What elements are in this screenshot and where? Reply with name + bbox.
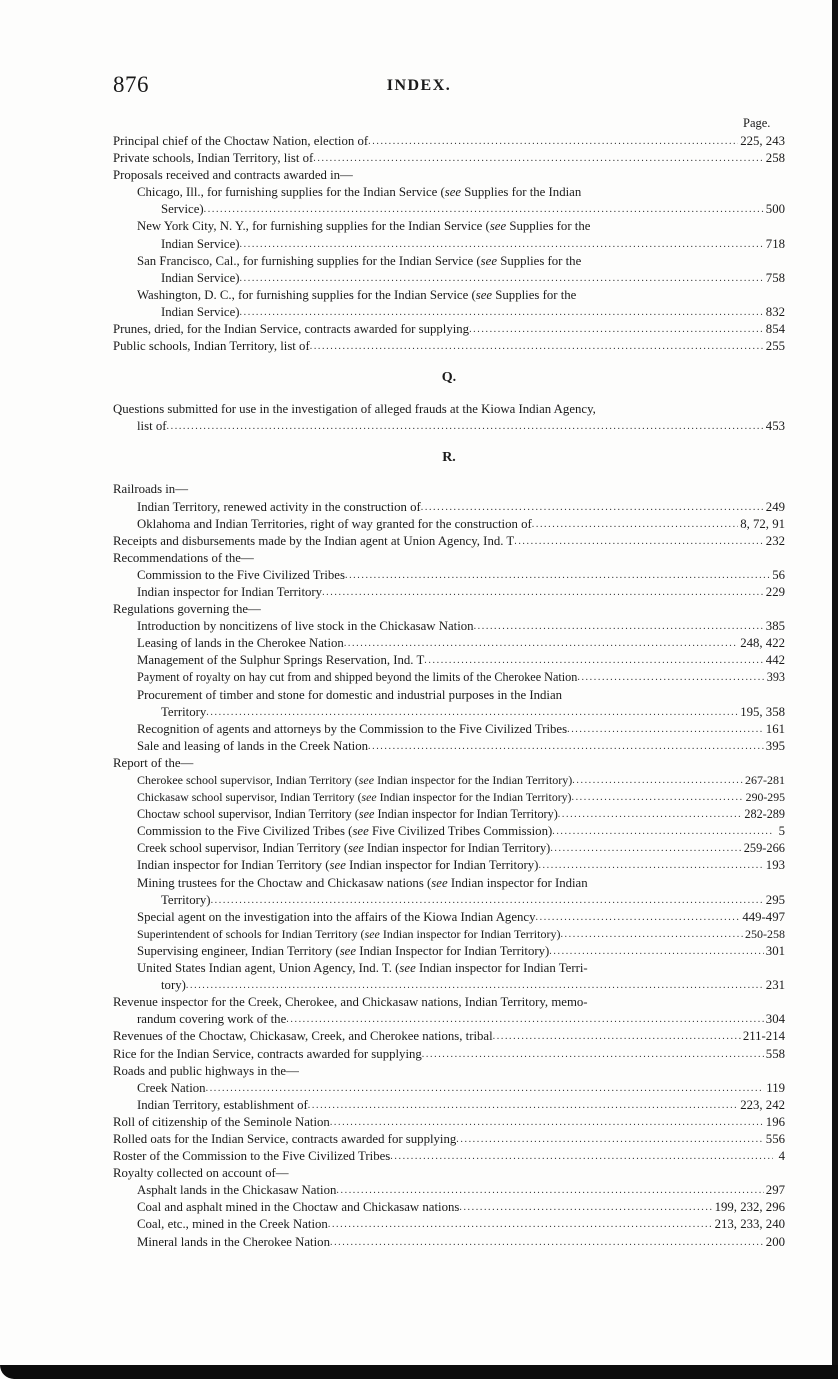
- page-bottom-edge: [0, 1365, 838, 1379]
- index-subentry: Payment of royalty on hay cut from and shipped beyond the limits of the Cherokee Nation ..... 393: [113, 669, 785, 686]
- index-heading: Railroads in—: [113, 482, 188, 497]
- page-edge-shadow: [832, 0, 838, 1379]
- index-heading: Proposals received and contracts awarded in—: [113, 168, 353, 183]
- index-subentry: Indian Service) ..... 758: [113, 270, 785, 287]
- index-subentry: Oklahoma and Indian Territories, right of way granted for the construction of ..... 8, 72, 91: [113, 516, 785, 533]
- index-subentry: Indian Service) ..... 718: [113, 236, 785, 253]
- index-subentry: Creek school supervisor, Indian Territory (see Indian inspector for Indian Territory) ..... 259-266: [113, 840, 785, 857]
- index-subentry: Introduction by noncitizens of live stock in the Chickasaw Nation ..... 385: [113, 618, 785, 635]
- index-subentry: Chickasaw school supervisor, Indian Territory (see Indian inspector for the Indian Territory) ..... 290-295: [113, 789, 785, 806]
- page-column-label: Page.: [743, 116, 771, 130]
- index-subentry: Mineral lands in the Cherokee Nation ..... 200: [113, 1234, 785, 1251]
- index-heading: Royalty collected on account of—: [113, 1166, 289, 1181]
- index-subentry: Cherokee school supervisor, Indian Territory (see Indian inspector for the Indian Territory) ..... 267-281: [113, 772, 785, 789]
- section-letter-q: Q.: [441, 370, 457, 386]
- index-subentry-line: New York City, N. Y., for furnishing supplies for the Indian Service (see Supplies for the: [137, 219, 591, 234]
- page-number: 876: [113, 72, 149, 97]
- index-subentry: Commission to the Five Civilized Tribes ..... 56: [113, 567, 785, 584]
- index-subentry: Territory ..... 195, 358: [113, 704, 785, 721]
- index-subentry: Territory) ..... 295: [113, 892, 785, 909]
- index-entry: Roll of citizenship of the Seminole Nation ..... 196: [113, 1114, 785, 1131]
- index-subentry-line: Procurement of timber and stone for domestic and industrial purposes in the Indian: [137, 687, 563, 702]
- index-subentry: Supervising engineer, Indian Territory (see Indian Inspector for Indian Territory) ..... 301: [113, 943, 785, 960]
- index-subentry: Sale and leasing of lands in the Creek Nation ..... 395: [113, 738, 785, 755]
- section-letter-r: R.: [442, 450, 456, 466]
- index-entry: Prunes, dried, for the Indian Service, contracts awarded for supplying ..... 854: [113, 321, 785, 338]
- index-heading: Recommendations of the—: [113, 550, 254, 565]
- index-subentry: Coal and asphalt mined in the Choctaw and Chickasaw nations ..... 199, 232, 296: [113, 1199, 785, 1216]
- index-entry: Rolled oats for the Indian Service, contracts awarded for supplying ..... 556: [113, 1131, 785, 1148]
- index-subentry: Indian Territory, establishment of ..... 223, 242: [113, 1097, 785, 1114]
- index-entry-line: Revenue inspector for the Creek, Cherokee, and Chickasaw nations, Indian Territory, memo-: [113, 995, 588, 1010]
- index-subentry: Coal, etc., mined in the Creek Nation ..... 213, 233, 240: [113, 1216, 785, 1233]
- index-entry: Private schools, Indian Territory, list of ..... 258: [113, 150, 785, 167]
- index-subentry: Indian Territory, renewed activity in the construction of ..... 249: [113, 499, 785, 516]
- index-entry: randum covering work of the ..... 304: [113, 1011, 785, 1028]
- index-entry: list of ..... 453: [113, 418, 785, 435]
- index-subentry-line: San Francisco, Cal., for furnishing supplies for the Indian Service (see Supplies for the: [137, 253, 582, 268]
- index-subentry: Creek Nation ..... 119: [113, 1080, 785, 1097]
- index-subentry: Asphalt lands in the Chickasaw Nation ..... 297: [113, 1182, 785, 1199]
- index-entry-line: Questions submitted for use in the investigation of alleged frauds at the Kiowa Indian Agency,: [113, 402, 596, 417]
- index-subentry: Superintendent of schools for Indian Territory (see Indian inspector for Indian Territory) ..... 250-258: [113, 926, 785, 943]
- index-entry: Roster of the Commission to the Five Civilized Tribes ..... 4: [113, 1148, 785, 1165]
- index-subentry: Special agent on the investigation into the affairs of the Kiowa Indian Agency ..... 449-497: [113, 909, 785, 926]
- index-subentry: tory) ..... 231: [113, 977, 785, 994]
- index-subentry: Indian inspector for Indian Territory ..... 229: [113, 584, 785, 601]
- index-entry: Public schools, Indian Territory, list of ..... 255: [113, 338, 785, 355]
- index-subentry-line: Chicago, Ill., for furnishing supplies for the Indian Service (see Supplies for the Indian: [137, 185, 582, 200]
- index-entry: Principal chief of the Choctaw Nation, election of ..... 225, 243: [113, 133, 785, 150]
- index-subentry: Indian inspector for Indian Territory (see Indian inspector for Indian Territory) ..... 193: [113, 857, 785, 874]
- index-heading: Regulations governing the—: [113, 602, 261, 617]
- index-subentry: Recognition of agents and attorneys by the Commission to the Five Civilized Tribes ..... 161: [113, 721, 785, 738]
- index-subentry: Indian Service) ..... 832: [113, 304, 785, 321]
- index-entries: [113, 133, 785, 1251]
- index-subentry: Leasing of lands in the Cherokee Nation ..... 248, 422: [113, 635, 785, 652]
- index-subentry-line: Mining trustees for the Choctaw and Chickasaw nations (see Indian inspector for Indian: [137, 875, 588, 890]
- index-subentry: Choctaw school supervisor, Indian Territory (see Indian inspector for Indian Territory) ..... 282-289: [113, 806, 785, 823]
- index-entry: Rice for the Indian Service, contracts awarded for supplying ..... 558: [113, 1046, 785, 1063]
- index-subentry: Commission to the Five Civilized Tribes (see Five Civilized Tribes Commission) ..... 5: [113, 823, 785, 840]
- index-entry: Receipts and disbursements made by the Indian agent at Union Agency, Ind. T ..... 232: [113, 533, 785, 550]
- index-subentry: Service) ..... 500: [113, 201, 785, 218]
- index-subentry: Management of the Sulphur Springs Reservation, Ind. T ..... 442: [113, 652, 785, 669]
- running-head: INDEX.: [386, 77, 452, 94]
- index-heading: Report of the—: [113, 755, 194, 770]
- index-heading: Roads and public highways in the—: [113, 1063, 299, 1078]
- index-subentry-line: United States Indian agent, Union Agency, Ind. T. (see Indian inspector for Indian Terri-: [137, 961, 588, 976]
- index-subentry-line: Washington, D. C., for furnishing supplies for the Indian Service (see Supplies for the: [137, 287, 577, 302]
- index-entry: Revenues of the Choctaw, Chickasaw, Creek, and Cherokee nations, tribal ..... 211-214: [113, 1028, 785, 1045]
